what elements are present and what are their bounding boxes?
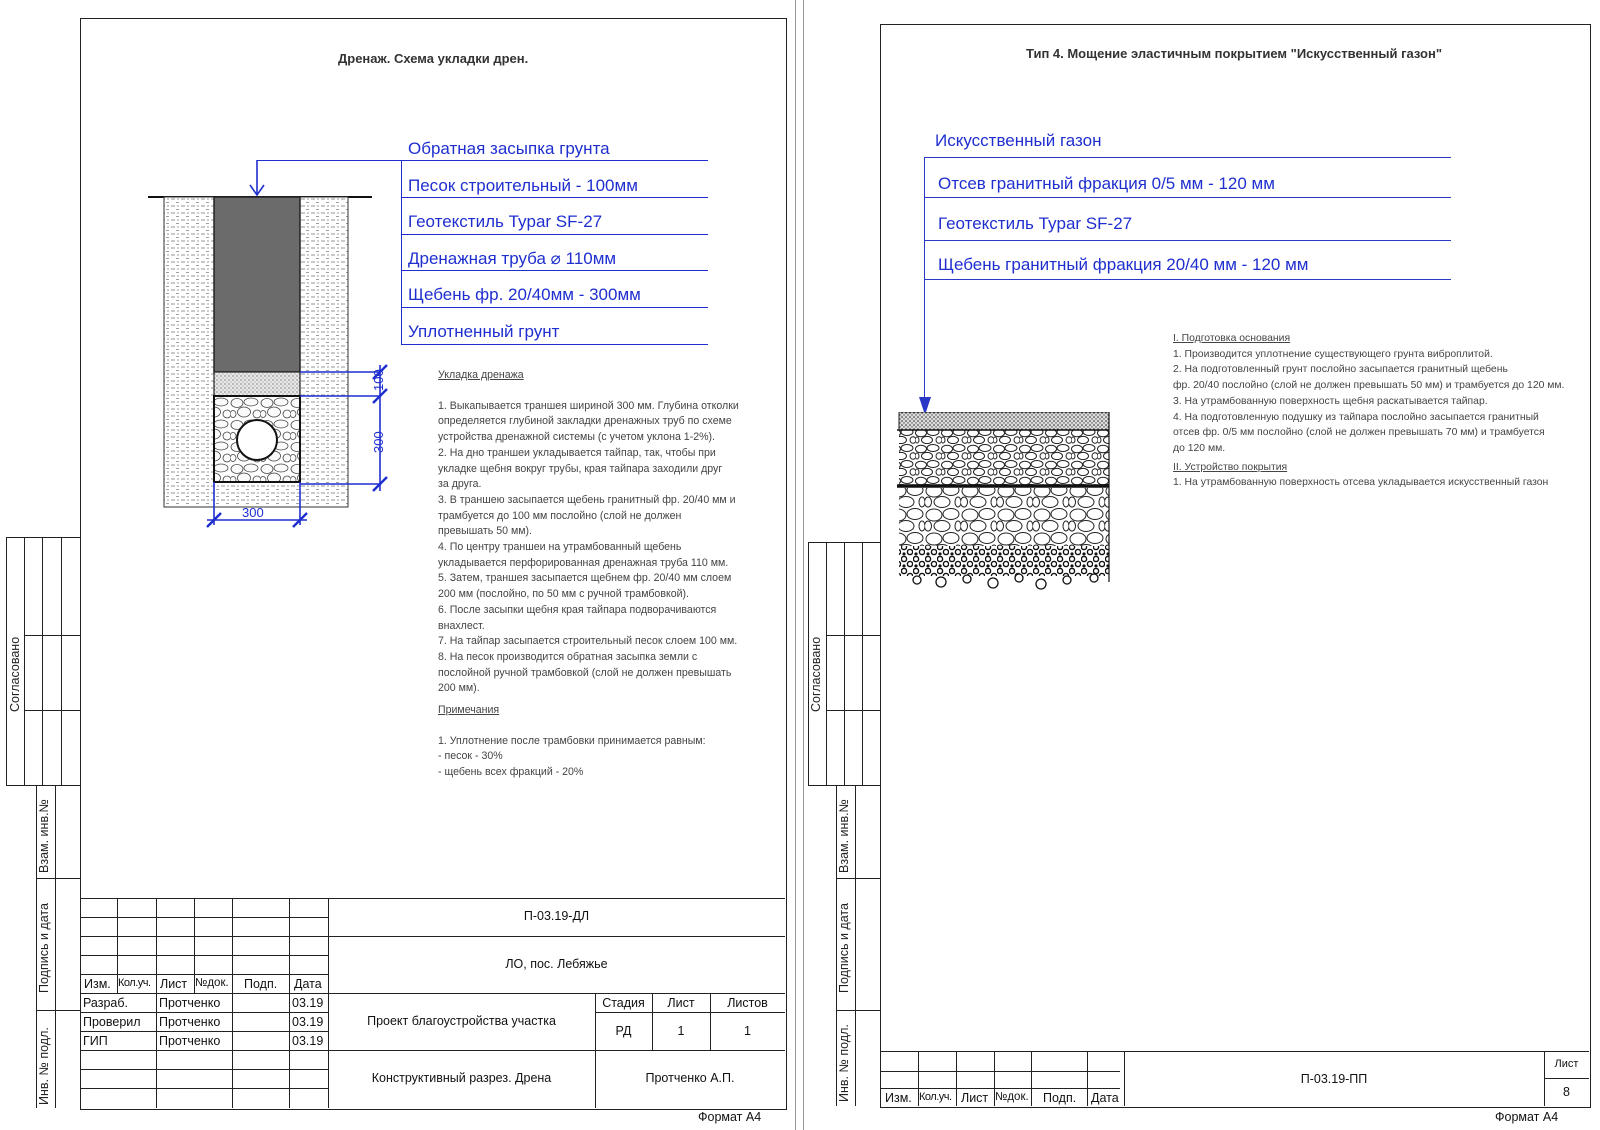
side-line bbox=[36, 878, 80, 879]
dim-100-label: 100 bbox=[371, 369, 386, 391]
trench-section-drawing bbox=[140, 155, 410, 545]
side-line bbox=[6, 537, 7, 785]
note-line: укладке щебня вокруг трубы, края тайпара заходили друг bbox=[438, 462, 723, 475]
stamp-role: Проверил bbox=[83, 1015, 141, 1029]
stamp-location: ЛО, пос. Лебяжье bbox=[505, 957, 608, 971]
note-line: устройства дренажной системы (с учетом уклона 1-2%). bbox=[438, 431, 715, 444]
stamp-sheets-header: Листов bbox=[727, 996, 768, 1010]
stamp-hdr-data: Дата bbox=[294, 977, 322, 991]
stamp-sheet: 8 bbox=[1563, 1085, 1570, 1099]
stamp-line bbox=[80, 993, 785, 994]
stamp-hdr-podp: Подп. bbox=[244, 977, 278, 991]
stamp-drawing-name: Конструктивный разрез. Дрена bbox=[371, 1071, 552, 1085]
notes-body bbox=[1173, 347, 1583, 457]
note-line: 1. Выкапывается траншея шириной 300 мм. Глубина отколки bbox=[438, 399, 739, 412]
stamp-line bbox=[595, 993, 596, 1108]
format-label: Формат А4 bbox=[698, 1110, 762, 1124]
stamp-hdr-podp: Подп. bbox=[1043, 1091, 1077, 1105]
side-line bbox=[36, 1010, 80, 1011]
callout-compacted-soil: Уплотненный грунт bbox=[408, 322, 560, 341]
stamp-line bbox=[880, 1071, 1120, 1072]
stamp-line bbox=[328, 1050, 785, 1051]
callout-line bbox=[401, 344, 708, 345]
stamp-hdr-kolich: Кол.уч. bbox=[118, 977, 151, 989]
callout-line bbox=[401, 234, 708, 235]
stamp-role: ГИП bbox=[83, 1034, 108, 1048]
side-line bbox=[24, 537, 25, 785]
note-line: - песок - 30% bbox=[438, 750, 503, 763]
notes-body bbox=[438, 399, 758, 697]
stamp-hdr-list: Лист bbox=[160, 977, 188, 991]
notes-body-2 bbox=[1173, 475, 1583, 491]
stamp-date: 03.19 bbox=[292, 996, 324, 1010]
callout-vline bbox=[401, 160, 402, 345]
turf-section-drawing bbox=[889, 412, 1119, 602]
side-line bbox=[844, 542, 845, 785]
side-inv: Инв. № подл. bbox=[837, 1024, 851, 1102]
note-line: укладывается перфорированная дренажная труба 110 мм. bbox=[438, 556, 729, 569]
note-line: 3. На утрамбованную поверхность щебня раскатывается тайпар. bbox=[1173, 395, 1488, 407]
callout-backfill: Обратная засыпка грунта bbox=[408, 139, 610, 158]
stamp-line bbox=[956, 1051, 957, 1106]
stamp-hdr-data: Дата bbox=[1091, 1091, 1119, 1105]
callout-artificial-turf: Искусственный газон bbox=[935, 131, 1102, 150]
stamp-line bbox=[80, 1012, 328, 1013]
stamp-code: П-03.19-ДЛ bbox=[523, 909, 590, 923]
stamp-code: П-03.19-ПП bbox=[1300, 1072, 1368, 1086]
stamp-hdr-izm: Изм. bbox=[885, 1091, 912, 1105]
note-line: - щебень всех фракций - 20% bbox=[438, 766, 584, 779]
side-line bbox=[836, 878, 880, 879]
callout-vline bbox=[924, 157, 925, 397]
side-line bbox=[42, 537, 43, 785]
callout-pipe: Дренажная труба ⌀ 110мм bbox=[408, 249, 617, 268]
stamp-line bbox=[80, 1088, 328, 1089]
dim-300v-label: 300 bbox=[371, 431, 386, 453]
side-line bbox=[836, 1010, 880, 1011]
side-soglasovano: Согласовано bbox=[809, 636, 823, 712]
side-line bbox=[855, 785, 856, 1106]
stamp-project: Проект благоустройства участка bbox=[367, 1014, 556, 1028]
side-line bbox=[36, 785, 80, 786]
note-line: 1. Производится уплотнение существующего грунта виброплитой. bbox=[1173, 348, 1493, 360]
callout-line bbox=[924, 157, 1451, 158]
side-podpis: Подпись и дата bbox=[837, 903, 851, 993]
stamp-name: Протченко bbox=[159, 1015, 221, 1029]
note-line: до 120 мм. bbox=[1173, 442, 1226, 454]
stamp-hdr-kolich: Кол.уч. bbox=[919, 1091, 952, 1103]
side-vzam: Взам. инв.№ bbox=[837, 799, 851, 873]
drawing-title: Дренаж. Схема укладки дрен. bbox=[338, 51, 529, 66]
drawing-title: Тип 4. Мощение эластичным покрытием "Искусственный газон" bbox=[1026, 46, 1442, 61]
side-podpis: Подпись и дата bbox=[37, 903, 51, 993]
stamp-line bbox=[880, 1051, 1589, 1052]
side-line bbox=[826, 710, 880, 711]
stamp-sheet-header: Лист bbox=[1554, 1058, 1579, 1070]
note-line: 8. На песок производится обратная засыпка земли с bbox=[438, 650, 698, 663]
side-line bbox=[6, 537, 80, 538]
note-line: отсев фр. 0/5 мм послойно (слой не должен превышать 70 мм) и трамбуется bbox=[1173, 427, 1545, 439]
side-line bbox=[836, 785, 880, 786]
callout-sand: Песок строительный - 100мм bbox=[408, 176, 638, 195]
stamp-line bbox=[80, 898, 785, 899]
stamp-author: Протченко А.П. bbox=[645, 1071, 735, 1085]
callout-granite-gravel: Щебень гранитный фракция 20/40 мм - 120 мм bbox=[938, 255, 1309, 274]
note-line: 2. На дно траншеи укладывается тайпар, так, чтобы при bbox=[438, 446, 716, 459]
stamp-line bbox=[328, 936, 785, 937]
stamp-sheet-header: Лист bbox=[667, 996, 695, 1010]
callout-geotextile: Геотекстиль Typar SF-27 bbox=[408, 212, 603, 231]
note-line: за друга. bbox=[438, 478, 482, 491]
side-line bbox=[61, 537, 62, 785]
note-line: 6. После засыпки щебня края тайпара подворачиваются bbox=[438, 603, 717, 616]
stamp-hdr-izm: Изм. bbox=[84, 977, 111, 991]
stamp-hdr-list: Лист bbox=[961, 1091, 989, 1105]
callout-line bbox=[401, 270, 708, 271]
stamp-line bbox=[80, 1031, 328, 1032]
callout-line bbox=[924, 279, 1451, 280]
side-line bbox=[55, 785, 56, 1108]
callout-line bbox=[401, 307, 708, 308]
callout-gravel: Щебень фр. 20/40мм - 300мм bbox=[408, 285, 641, 304]
stamp-date: 03.19 bbox=[292, 1034, 324, 1048]
note-line: 5. Затем, траншея засыпается щебнем фр. 20/40 мм слоем bbox=[438, 572, 732, 585]
note-line: трамбуется до 100 мм послойно (слой не должен bbox=[438, 509, 682, 522]
stamp-line bbox=[289, 898, 290, 1108]
stamp-line bbox=[1087, 1051, 1088, 1106]
side-line bbox=[826, 635, 880, 636]
notes-heading-2: II. Устройство покрытия bbox=[1173, 461, 1288, 473]
note-line: фр. 20/40 послойно (слой не должен превышать 50 мм) и трамбуется до 120 мм. bbox=[1173, 380, 1565, 392]
remarks-body bbox=[438, 734, 758, 781]
callout-line bbox=[401, 197, 708, 198]
side-line bbox=[24, 710, 80, 711]
note-line: внахлест. bbox=[438, 619, 485, 632]
side-soglasovano: Согласовано bbox=[8, 636, 22, 712]
side-inv: Инв. № подл. bbox=[37, 1027, 51, 1105]
stamp-line bbox=[80, 1050, 328, 1051]
stamp-hdr-ndok: №док. bbox=[195, 977, 229, 989]
turf-notes bbox=[1173, 331, 1583, 491]
note-line: превышать 50 мм). bbox=[438, 525, 532, 538]
sheet-left bbox=[0, 0, 796, 1130]
side-line bbox=[862, 542, 863, 785]
side-line bbox=[826, 542, 827, 785]
note-line: 1. На утрамбованную поверхность отсева укладывается искусственный газон bbox=[1173, 477, 1549, 489]
note-line: 7. На тайпар засыпается строительный песок слоем 100 мм. bbox=[438, 635, 738, 648]
note-line: 4. По центру траншеи на утрамбованный щебень bbox=[438, 541, 682, 554]
stamp-stage-header: Стадия bbox=[602, 996, 645, 1010]
stamp-line bbox=[80, 1069, 328, 1070]
dim-300h-label: 300 bbox=[242, 505, 264, 520]
note-line: 1. Уплотнение после трамбовки принимается равным: bbox=[438, 734, 706, 747]
side-vzam: Взам. инв.№ bbox=[37, 799, 51, 873]
stamp-line bbox=[595, 1012, 785, 1013]
stamp-name: Протченко bbox=[159, 996, 221, 1010]
remarks-heading: Примечания bbox=[438, 704, 500, 717]
stamp-line bbox=[1544, 1078, 1589, 1079]
callout-line bbox=[924, 240, 1451, 241]
note-line: 200 мм (послойно, по 50 мм с ручной трамбовкой). bbox=[438, 588, 689, 601]
stamp-role: Разраб. bbox=[83, 996, 129, 1010]
sheet-right bbox=[803, 0, 1600, 1130]
note-line: 200 мм). bbox=[438, 682, 480, 695]
drainage-notes bbox=[438, 368, 758, 781]
stamp-line bbox=[880, 1088, 1120, 1089]
stamp-line bbox=[156, 898, 157, 1108]
stamp-sheets: 1 bbox=[744, 1024, 751, 1038]
stamp-sheet: 1 bbox=[677, 1024, 685, 1038]
callout-line bbox=[257, 160, 708, 161]
callout-geotextile: Геотекстиль Typar SF-27 bbox=[938, 214, 1133, 233]
side-line bbox=[24, 635, 80, 636]
note-line: 3. В траншею засыпается щебень гранитный фр. 20/40 мм и bbox=[438, 493, 736, 506]
notes-heading: I. Подготовка основания bbox=[1173, 333, 1291, 344]
note-line: послойной ручной трамбовкой (слой не должен превышать bbox=[438, 666, 732, 679]
stamp-name: Протченко bbox=[159, 1034, 221, 1048]
stamp-hdr-ndok: №док. bbox=[995, 1091, 1029, 1103]
note-line: 4. На подготовленную подушку из тайпара послойно засыпается гранитный bbox=[1173, 411, 1539, 423]
note-line: определяется глубиной закладки дренажных труб по схеме bbox=[438, 415, 732, 428]
stamp-line bbox=[1031, 1051, 1032, 1106]
callout-granite-screening: Отсев гранитный фракция 0/5 мм - 120 мм bbox=[938, 174, 1275, 193]
callout-line bbox=[924, 197, 1451, 198]
stamp-date: 03.19 bbox=[292, 1015, 324, 1029]
stamp-stage: РД bbox=[615, 1024, 632, 1038]
note-line: 2. На подготовленный грунт послойно засыпается гранитный щебень bbox=[1173, 364, 1508, 376]
notes-heading: Укладка дренажа bbox=[438, 369, 524, 381]
stamp-line bbox=[232, 898, 233, 1108]
format-label: Формат А4 bbox=[1495, 1110, 1559, 1124]
